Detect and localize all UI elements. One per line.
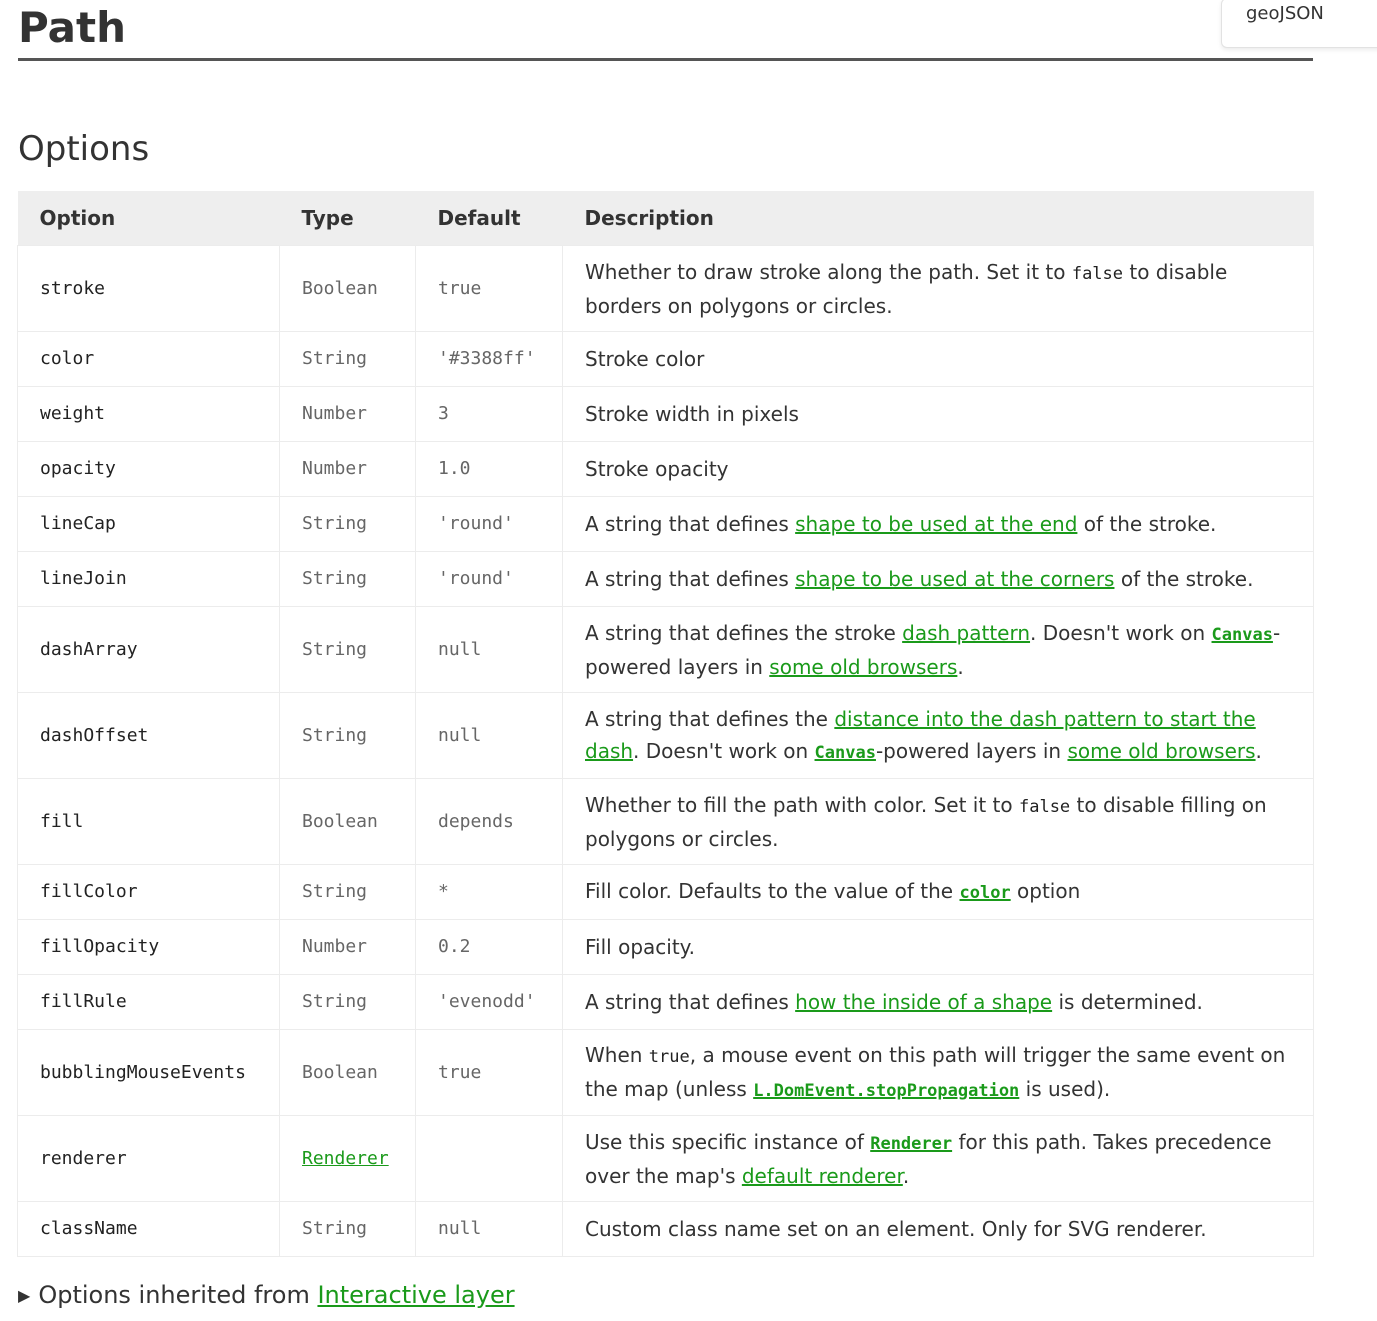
description-text: When: [585, 1042, 649, 1067]
option-name: dashOffset: [18, 693, 280, 779]
option-type: Boolean: [302, 810, 378, 832]
option-default: 'round': [416, 497, 563, 552]
description-text: A string that defines: [585, 512, 796, 536]
description-text: is used).: [1019, 1076, 1111, 1101]
option-type-cell: [280, 779, 416, 865]
inline-code: false: [1071, 263, 1124, 284]
table-row: [18, 920, 1314, 975]
description-text: .: [957, 654, 964, 679]
description-text: .: [902, 1163, 910, 1188]
option-description: [563, 607, 1314, 693]
option-description: [563, 693, 1314, 779]
description-text: Stroke opacity: [585, 457, 729, 481]
option-type-cell: [280, 693, 416, 779]
options-table: [17, 191, 1314, 1257]
option-type: Boolean: [302, 277, 378, 299]
option-description: [563, 497, 1314, 552]
option-name: dashArray: [18, 607, 280, 693]
option-description: [563, 552, 1314, 607]
option-default: [416, 1116, 563, 1202]
option-type-cell: [280, 607, 416, 693]
option-description: [563, 920, 1314, 975]
option-type: String: [302, 348, 368, 369]
description-text: A string that defines: [585, 990, 796, 1014]
option-type: Number: [302, 403, 368, 424]
code-link-text[interactable]: L.DomEvent.stopPropagation: [753, 1080, 1020, 1101]
option-type-cell: [280, 1116, 416, 1202]
option-type: Number: [302, 936, 368, 957]
option-description: [563, 246, 1314, 332]
description-text: of the stroke.: [1114, 567, 1254, 591]
code-link[interactable]: [815, 739, 876, 763]
code-link-text[interactable]: Canvas: [1211, 624, 1273, 645]
code-link-text[interactable]: Canvas: [814, 742, 876, 763]
option-type-cell: [280, 1202, 416, 1257]
option-description: [563, 779, 1314, 865]
description-text: -powered layers in: [875, 738, 1068, 763]
option-type-cell: [280, 920, 416, 975]
option-name: lineCap: [18, 497, 280, 552]
option-name: className: [18, 1202, 280, 1257]
options-heading: Options: [18, 129, 150, 169]
code-link-text[interactable]: Renderer: [870, 1133, 953, 1154]
option-name: stroke: [18, 246, 280, 332]
geojson-tab-label: geoJSON: [1246, 3, 1324, 24]
option-type-cell: [280, 552, 416, 607]
option-name: fillRule: [18, 975, 280, 1030]
option-type-cell: [280, 442, 416, 497]
table-row: [18, 332, 1314, 387]
table-row: [18, 607, 1314, 693]
description-link[interactable]: shape to be used at the end: [795, 512, 1078, 536]
page-title: Path: [18, 3, 126, 52]
interactive-layer-link[interactable]: Interactive layer: [317, 1281, 515, 1309]
option-name: color: [18, 332, 280, 387]
table-row: [18, 975, 1314, 1030]
option-default: *: [416, 865, 563, 920]
option-type: String: [302, 513, 368, 534]
option-type-cell: [280, 865, 416, 920]
option-description: [563, 442, 1314, 497]
col-header-type: Type: [280, 191, 416, 246]
table-row: [18, 865, 1314, 920]
description-text: to disable borders on polygons or circles.: [585, 259, 1228, 318]
description-link[interactable]: default renderer: [741, 1163, 903, 1188]
type-link[interactable]: Renderer: [302, 1147, 389, 1169]
option-type-cell: [280, 387, 416, 442]
description-text: Custom class name set on an element. Only for SVG renderer.: [585, 1217, 1207, 1241]
description-text: Whether to draw stroke along the path. Set it to: [585, 259, 1072, 284]
description-text: of the stroke.: [1077, 512, 1217, 536]
table-header-row: [18, 191, 1314, 246]
option-default: null: [416, 693, 563, 779]
table-row: [18, 246, 1314, 332]
option-default: depends: [416, 779, 563, 865]
option-default: '#3388ff': [416, 332, 563, 387]
option-description: [563, 332, 1314, 387]
code-link[interactable]: [1212, 621, 1273, 645]
partially-hidden-link[interactable]: [317, 44, 383, 58]
code-link[interactable]: [870, 1130, 952, 1154]
description-text: Fill color. Defaults to the value of the: [585, 879, 960, 903]
option-type-cell: [280, 1030, 416, 1116]
description-text: to disable filling on polygons or circles.: [585, 792, 1267, 851]
option-default: null: [416, 1202, 563, 1257]
option-type: String: [302, 991, 368, 1012]
description-link[interactable]: dash pattern: [902, 620, 1031, 645]
inherited-prefix: Options inherited from: [38, 1281, 318, 1309]
option-default: null: [416, 607, 563, 693]
option-description: [563, 865, 1314, 920]
title-divider: [18, 58, 1313, 61]
code-link-text[interactable]: color: [959, 883, 1011, 903]
description-text: . Doesn't work on: [633, 738, 815, 763]
option-type: String: [302, 1218, 368, 1239]
option-type: String: [302, 881, 368, 902]
option-name: weight: [18, 387, 280, 442]
description-link[interactable]: distance into the dash pattern to start the dash: [585, 706, 1256, 763]
table-row: [18, 1030, 1314, 1116]
table-row: [18, 387, 1314, 442]
table-row: [18, 693, 1314, 779]
option-type: Number: [302, 458, 368, 479]
option-description: [563, 1030, 1314, 1116]
description-link[interactable]: some old browsers: [1067, 738, 1256, 763]
option-type: Boolean: [302, 1061, 378, 1083]
option-name: bubblingMouseEvents: [18, 1030, 280, 1116]
option-type-cell: [280, 332, 416, 387]
col-header-default: Default: [416, 191, 563, 246]
description-text: is determined.: [1052, 990, 1203, 1014]
option-default: 3: [416, 387, 563, 442]
option-default: 'round': [416, 552, 563, 607]
inline-code: true: [648, 1046, 690, 1067]
option-name: opacity: [18, 442, 280, 497]
description-text: option: [1010, 879, 1081, 903]
option-name: fill: [18, 779, 280, 865]
option-type-cell: [280, 975, 416, 1030]
description-text: Fill opacity.: [585, 935, 695, 959]
option-type: String: [302, 638, 368, 660]
option-type: String: [302, 724, 368, 746]
inherited-options-toggle[interactable]: [18, 1278, 515, 1313]
inline-code: false: [1018, 796, 1071, 817]
code-link[interactable]: [959, 879, 1010, 903]
description-link[interactable]: how the inside of a shape: [795, 990, 1053, 1014]
table-row: [18, 552, 1314, 607]
geojson-nav-tab[interactable]: [1221, 0, 1377, 48]
description-text: A string that defines the: [585, 706, 835, 731]
description-text: A string that defines: [585, 567, 796, 591]
option-name: renderer: [18, 1116, 280, 1202]
option-default: 1.0: [416, 442, 563, 497]
description-text: . Doesn't work on: [1030, 620, 1212, 645]
table-row: [18, 1202, 1314, 1257]
description-text: A string that defines the stroke: [585, 620, 903, 645]
description-text: Stroke width in pixels: [585, 402, 799, 426]
code-link[interactable]: [753, 1077, 1019, 1101]
description-text: for this path. Takes precedence over the map's: [585, 1129, 1272, 1188]
description-text: , a mouse event on this path will trigger the same event on the map (unless: [585, 1042, 1286, 1101]
table-row: [18, 442, 1314, 497]
option-name: fillColor: [18, 865, 280, 920]
option-default: 'evenodd': [416, 975, 563, 1030]
col-header-option: Option: [18, 191, 280, 246]
col-header-description: Description: [563, 191, 1314, 246]
option-name: fillOpacity: [18, 920, 280, 975]
description-text: .: [1255, 738, 1262, 763]
option-default: true: [416, 1030, 563, 1116]
table-row: [18, 1116, 1314, 1202]
description-link[interactable]: shape to be used at the corners: [795, 567, 1115, 591]
option-type-cell: [280, 246, 416, 332]
option-type: String: [302, 568, 368, 589]
scrolled-content-sliver: [18, 38, 1312, 58]
option-type-cell: [280, 497, 416, 552]
option-name: lineJoin: [18, 552, 280, 607]
option-default: true: [416, 246, 563, 332]
description-text: Stroke color: [585, 347, 705, 371]
description-text: Whether to fill the path with color. Set it to: [585, 792, 1019, 817]
option-description: [563, 1116, 1314, 1202]
option-description: [563, 975, 1314, 1030]
disclosure-triangle-icon[interactable]: ▶: [18, 1286, 31, 1305]
description-text: -powered layers in: [585, 620, 1281, 679]
table-row: [18, 497, 1314, 552]
option-default: 0.2: [416, 920, 563, 975]
description-link[interactable]: some old browsers: [769, 654, 958, 679]
description-text: Use this specific instance of: [585, 1129, 871, 1154]
option-description: [563, 1202, 1314, 1257]
table-row: [18, 779, 1314, 865]
option-description: [563, 387, 1314, 442]
